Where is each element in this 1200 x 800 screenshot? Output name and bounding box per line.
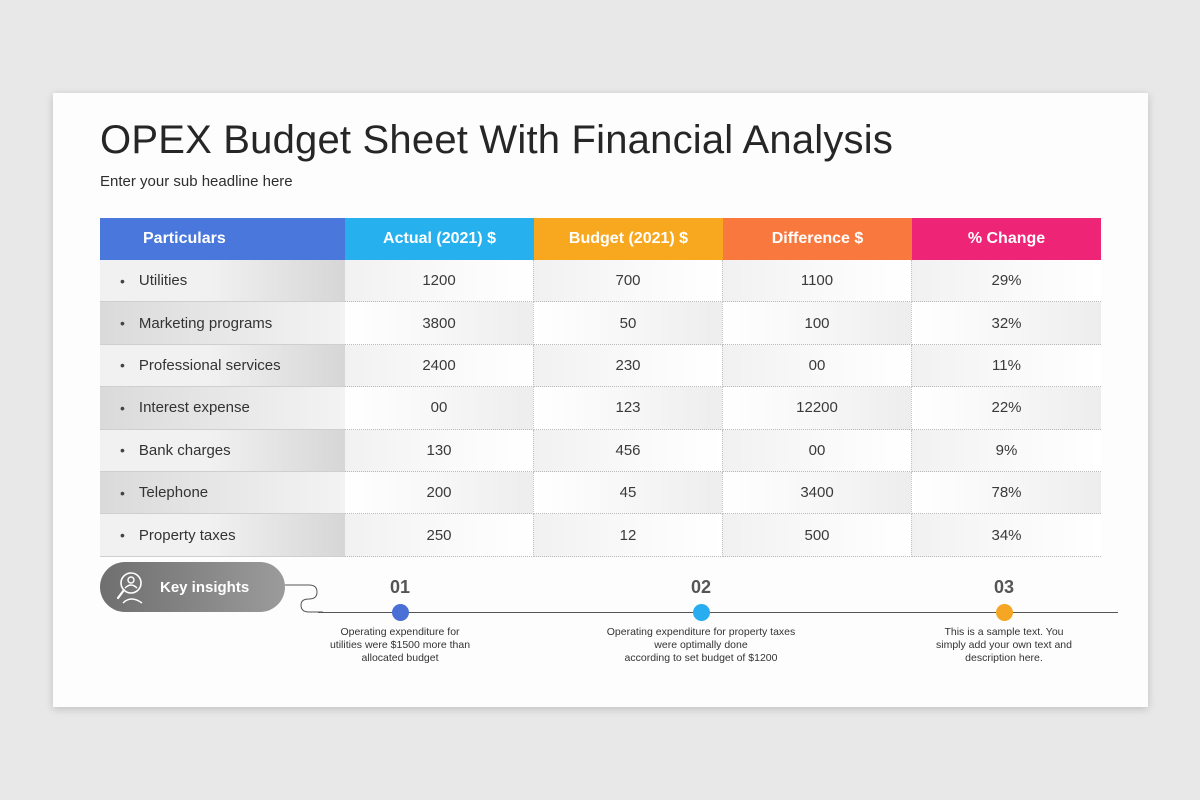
table-body [100, 260, 1101, 557]
header-difference: Difference $ [723, 218, 912, 260]
actual-cell: 1200 [345, 260, 534, 302]
header-budget: Budget (2021) $ [534, 218, 723, 260]
budget-cell: 230 [534, 345, 723, 387]
particulars-cell [100, 514, 345, 556]
budget-cell: 45 [534, 472, 723, 514]
actual-cell: 130 [345, 430, 534, 472]
difference-cell: 1100 [723, 260, 912, 302]
bullet-icon: • [120, 272, 125, 289]
key-insights-label: Key insights [160, 578, 250, 596]
insight-step-1 [290, 577, 510, 665]
difference-cell: 00 [723, 345, 912, 387]
bullet-icon: • [120, 484, 125, 501]
key-insights-badge [100, 562, 285, 612]
difference-cell: 500 [723, 514, 912, 556]
insight-step-2 [591, 577, 811, 665]
particulars-cell [100, 387, 345, 429]
budget-cell: 50 [534, 302, 723, 344]
step-number: 03 [993, 577, 1015, 597]
table-row [100, 345, 1101, 387]
insight-step-3 [894, 577, 1114, 665]
slide-subtitle: Enter your sub headline here [100, 173, 293, 190]
difference-cell: 00 [723, 430, 912, 472]
search-person-icon [114, 569, 150, 605]
step-number: 01 [389, 577, 411, 597]
particulars-cell [100, 302, 345, 344]
difference-cell: 100 [723, 302, 912, 344]
particulars-label: Bank charges [138, 441, 231, 459]
bullet-icon: • [120, 315, 125, 332]
table-header-row [100, 218, 1101, 260]
actual-cell: 250 [345, 514, 534, 556]
step-dot [693, 604, 710, 621]
header-actual: Actual (2021) $ [345, 218, 534, 260]
difference-cell: 12200 [723, 387, 912, 429]
change-cell: 29% [912, 260, 1101, 302]
bullet-icon: • [120, 527, 125, 544]
bullet-icon: • [120, 357, 125, 374]
actual-cell: 2400 [345, 345, 534, 387]
particulars-cell [100, 472, 345, 514]
step-dot [392, 604, 409, 621]
table-row [100, 387, 1101, 429]
header-particulars: Particulars [100, 218, 345, 260]
budget-cell: 12 [534, 514, 723, 556]
slide [53, 93, 1148, 707]
difference-cell: 3400 [723, 472, 912, 514]
table-row [100, 472, 1101, 514]
particulars-label: Telephone [138, 484, 209, 502]
budget-table [100, 218, 1101, 557]
table-row [100, 260, 1101, 302]
actual-cell: 00 [345, 387, 534, 429]
budget-cell: 700 [534, 260, 723, 302]
change-cell: 9% [912, 430, 1101, 472]
step-number: 02 [690, 577, 712, 597]
slide-title: OPEX Budget Sheet With Financial Analysis [100, 118, 894, 162]
bullet-icon: • [120, 399, 125, 416]
step-description: This is a sample text. You simply add your own text and description here. [936, 626, 1072, 664]
change-cell: 22% [912, 387, 1101, 429]
change-cell: 78% [912, 472, 1101, 514]
bullet-icon: • [120, 442, 125, 459]
table-row [100, 514, 1101, 556]
actual-cell: 200 [345, 472, 534, 514]
header-change: % Change [912, 218, 1101, 260]
particulars-cell [100, 430, 345, 472]
change-cell: 11% [912, 345, 1101, 387]
particulars-cell [100, 345, 345, 387]
particulars-label: Professional services [138, 356, 281, 374]
step-dot [996, 604, 1013, 621]
actual-cell: 3800 [345, 302, 534, 344]
budget-cell: 123 [534, 387, 723, 429]
change-cell: 32% [912, 302, 1101, 344]
particulars-label: Marketing programs [138, 314, 273, 332]
particulars-label: Interest expense [138, 399, 250, 417]
step-description: Operating expenditure for property taxes were optimally done according to set budget of $1200 [606, 626, 796, 664]
particulars-label: Property taxes [138, 526, 236, 544]
change-cell: 34% [912, 514, 1101, 556]
particulars-cell [100, 260, 345, 302]
table-row [100, 302, 1101, 344]
particulars-label: Utilities [138, 272, 188, 290]
budget-cell: 456 [534, 430, 723, 472]
step-description: Operating expenditure for utilities were $1500 more than allocated budget [329, 626, 471, 664]
table-row [100, 430, 1101, 472]
